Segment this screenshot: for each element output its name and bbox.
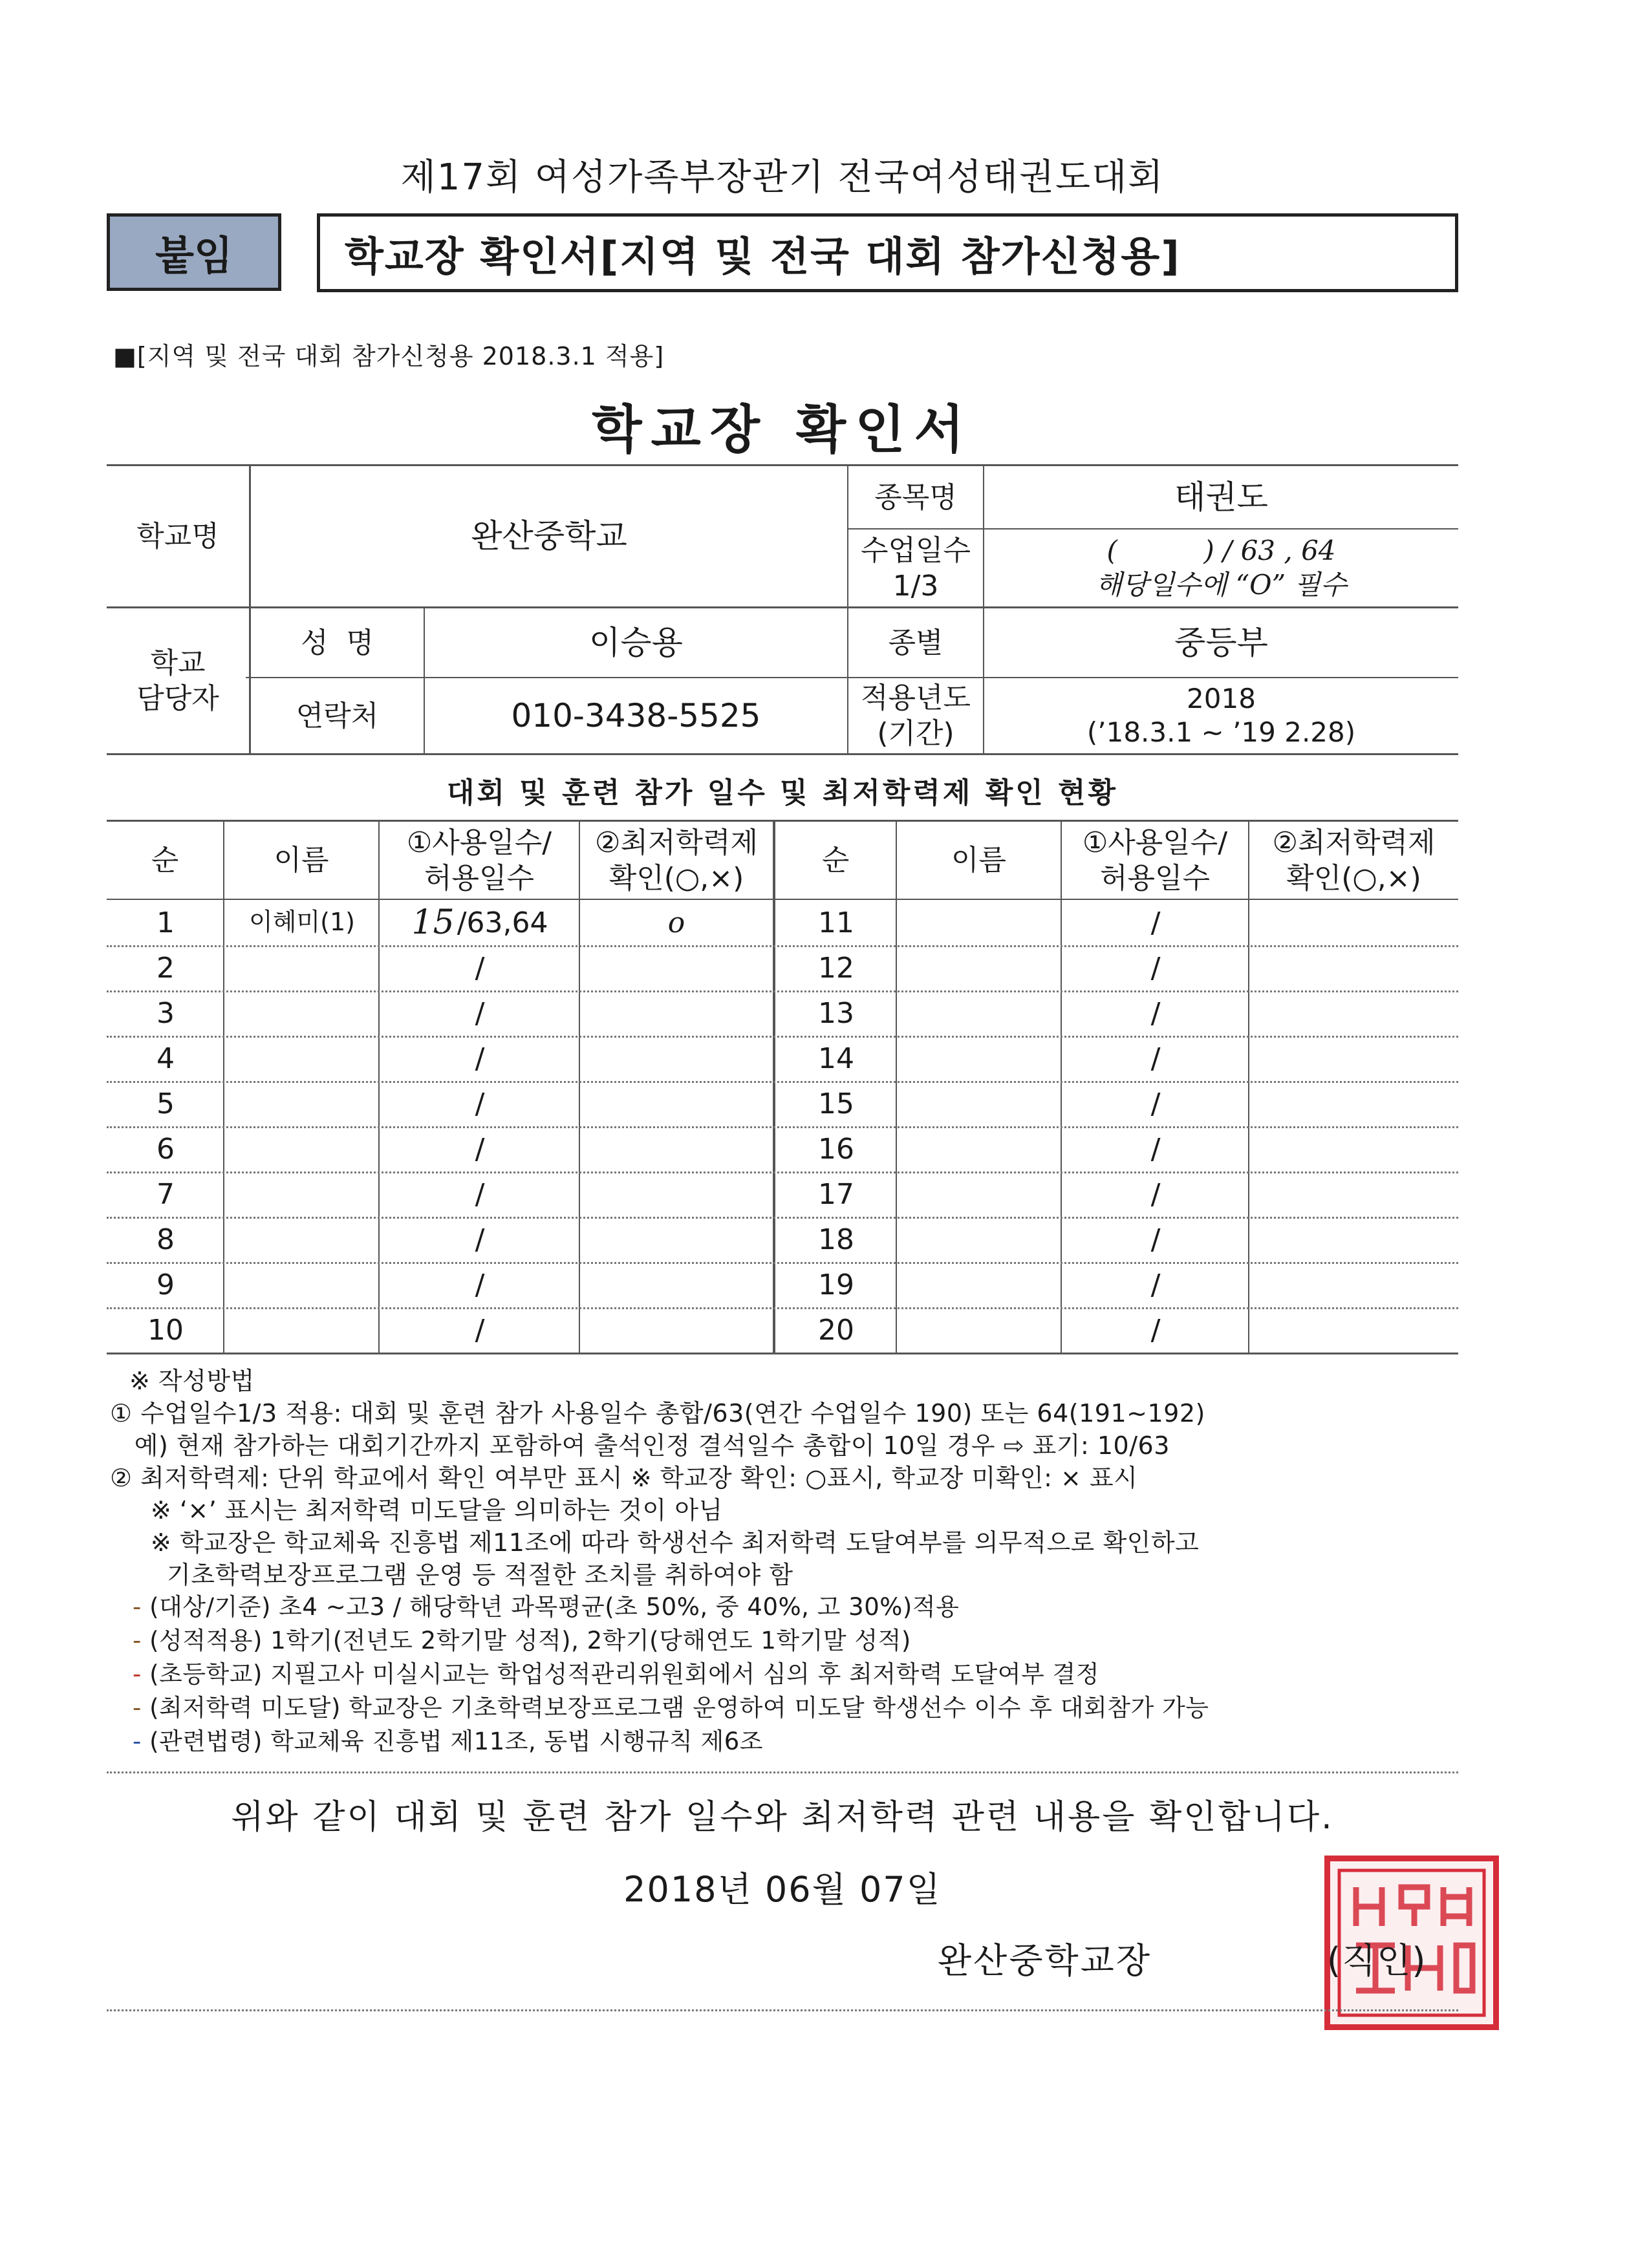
row-number: 11 xyxy=(818,906,854,939)
row-days: / xyxy=(1150,996,1161,1030)
header-days-left xyxy=(380,822,579,899)
row-days: / xyxy=(475,1177,485,1211)
row-check xyxy=(1249,1217,1458,1262)
manager-label-2: 담당자 xyxy=(136,682,219,715)
row-check xyxy=(580,1171,773,1217)
attachment-badge xyxy=(107,213,281,291)
row-check: o xyxy=(667,906,685,939)
row-check xyxy=(580,990,773,1036)
section-title: 대회 및 훈련 참가 일수 및 최저학력제 확인 현황 xyxy=(446,776,1119,809)
row-check xyxy=(1249,1036,1458,1081)
row-days: / xyxy=(1150,1313,1161,1347)
main-title: 학교장 확인서 xyxy=(592,400,973,460)
row-name xyxy=(224,1307,380,1353)
note-line: ※ 학교장은 학교체육 진흥법 제11조에 따라 학생선수 최저학력 도달여부를 의무적으로 확인하고 xyxy=(110,1528,1200,1557)
year-label xyxy=(848,678,983,753)
banner-title: 학교장 확인서[지역 및 전국 대회 참가신청용] xyxy=(345,232,1181,280)
row-check xyxy=(580,1307,773,1353)
row-name xyxy=(897,990,1062,1036)
row-number: 7 xyxy=(156,1177,175,1211)
row-check xyxy=(1249,945,1458,990)
header-check-right xyxy=(1249,822,1458,899)
note-dash-line xyxy=(133,1621,911,1656)
row-number: 3 xyxy=(156,996,175,1030)
row-number: 19 xyxy=(818,1268,854,1301)
row-check xyxy=(580,1081,773,1126)
row-days: / xyxy=(475,951,485,985)
row-days: / xyxy=(475,1313,485,1347)
header-days-2: 허용일수 xyxy=(424,861,534,895)
row-name xyxy=(224,1262,380,1307)
header-check-1: ②최저학력제 xyxy=(595,826,758,859)
row-days-used-handwritten: 15 xyxy=(411,903,455,942)
note-line: ※ ‘×’ 표시는 최저학력 미도달을 의미하는 것이 아님 xyxy=(110,1496,723,1524)
note-line: 예) 현재 참가하는 대회기간까지 포함하여 출석인정 결석일수 총합이 10일 경우 ⇨ 표기: 10/63 xyxy=(110,1431,1170,1460)
row-name xyxy=(897,900,1062,945)
manager-label xyxy=(107,608,249,753)
row-name xyxy=(224,990,380,1036)
row-days: / xyxy=(475,1042,485,1075)
confirmation-statement: 위와 같이 대회 및 훈련 참가 일수와 최저학력 관련 내용을 확인합니다. xyxy=(231,1798,1334,1837)
row-days: / xyxy=(475,1223,485,1256)
note-dash-line xyxy=(133,1654,1099,1689)
header-days-right xyxy=(1062,822,1248,899)
row-days: / xyxy=(475,1268,485,1301)
row-number: 16 xyxy=(818,1132,854,1166)
note-line: ① 수업일수1/3 적용: 대회 및 훈련 참가 사용일수 총합/63(연간 수업일수 190) 또는 64(191~192) xyxy=(110,1399,1205,1428)
header-check-1: ②최저학력제 xyxy=(1272,826,1436,859)
row-check xyxy=(1249,1171,1458,1217)
sport-label: 종목명 xyxy=(874,480,957,514)
header-name-left: 이름 xyxy=(274,844,329,877)
row-days: / xyxy=(1150,1042,1161,1075)
row-days: / xyxy=(1150,1268,1161,1301)
note-dash-text: - (성적적용) 1학기(전년도 2학기말 성적), 2학기(당해연도 1학기말 성적) xyxy=(133,1627,911,1654)
row-name xyxy=(897,1307,1062,1353)
row-number: 1 xyxy=(156,906,175,939)
seal-label: (직인) xyxy=(1327,1940,1427,1981)
confirmation-date: 2018년 06월 07일 xyxy=(623,1869,942,1910)
year-label-1: 적용년도 xyxy=(860,681,971,714)
row-check xyxy=(1249,1307,1458,1353)
notes-heading: ※ 작성방법 xyxy=(129,1367,255,1395)
header-no-right: 순 xyxy=(821,844,850,877)
header-name-right: 이름 xyxy=(951,844,1006,877)
row-number: 10 xyxy=(147,1313,184,1347)
contact-value: 010-3438-5525 xyxy=(511,696,761,734)
row-name xyxy=(224,1126,380,1171)
header-check-2: 확인(○,×) xyxy=(1286,861,1421,895)
row-check xyxy=(580,945,773,990)
class-days-hint: 해당일수에 “O” 필수 xyxy=(1095,568,1347,601)
row-days: / xyxy=(475,1132,485,1166)
note-dash-line xyxy=(133,1688,1209,1723)
row-number: 17 xyxy=(818,1177,854,1211)
class-days-value: ( ) / 63 , 64 xyxy=(1106,535,1336,566)
row-name xyxy=(224,1171,380,1217)
row-name: 이혜미(1) xyxy=(249,908,355,937)
row-number: 4 xyxy=(156,1042,175,1075)
row-name xyxy=(897,945,1062,990)
row-number: 14 xyxy=(818,1042,854,1075)
row-name xyxy=(897,1171,1062,1217)
year-value-cell xyxy=(984,678,1458,753)
row-name xyxy=(897,1262,1062,1307)
row-number: 13 xyxy=(818,996,854,1030)
class-days-value-cell xyxy=(984,530,1458,606)
note-dash-text: - (대상/기준) 초4 ~고3 / 해당학년 과목평균(초 50%, 중 40%, 고 30%)적용 xyxy=(133,1593,960,1621)
header-check-2: 확인(○,×) xyxy=(609,861,744,895)
name-label: 성 명 xyxy=(301,626,374,659)
header-days-2: 허용일수 xyxy=(1099,861,1210,895)
note-line: ② 최저학력제: 단위 학교에서 확인 여부만 표시 ※ 학교장 확인: ○표시, 학교장 미확인: × 표시 xyxy=(110,1464,1138,1492)
row-check xyxy=(1249,990,1458,1036)
row-number: 6 xyxy=(156,1132,175,1166)
row-days: / xyxy=(1150,1132,1161,1166)
class-days-label xyxy=(848,530,983,606)
row-number: 20 xyxy=(818,1313,854,1347)
row-name xyxy=(897,1217,1062,1262)
row-check xyxy=(1249,1262,1458,1307)
row-check xyxy=(1249,900,1458,945)
row-days: / xyxy=(1150,1177,1161,1211)
row-days xyxy=(380,900,580,945)
row-check xyxy=(580,1262,773,1307)
row-name xyxy=(224,1081,380,1126)
row-name xyxy=(897,1126,1062,1171)
attachment-label: 붙임 xyxy=(155,231,233,279)
period-value: (’18.3.1 ~ ’19 2.28) xyxy=(1086,716,1356,748)
year-label-2: (기간) xyxy=(877,717,954,750)
row-days: / xyxy=(1150,951,1161,985)
header-days-1: ①사용일수/ xyxy=(406,826,552,859)
note-dash-line xyxy=(133,1587,959,1622)
class-days-label-1: 수업일수 xyxy=(860,533,971,567)
year-value: 2018 xyxy=(1187,682,1256,714)
note-dash-line xyxy=(133,1722,763,1757)
category-value: 중등부 xyxy=(1174,623,1268,661)
header-no-left: 순 xyxy=(151,844,179,877)
row-days: / xyxy=(1150,1087,1161,1120)
note-line: 기초학력보장프로그램 운영 등 적절한 조치를 취하여야 함 xyxy=(110,1561,793,1589)
school-name-value: 완산중학교 xyxy=(471,517,627,555)
row-name xyxy=(224,1217,380,1262)
row-days: / xyxy=(1150,906,1161,939)
row-number: 15 xyxy=(818,1087,854,1120)
row-number: 18 xyxy=(818,1223,854,1256)
manager-name-value: 이승용 xyxy=(589,623,683,661)
row-check xyxy=(580,1036,773,1081)
header-days-1: ①사용일수/ xyxy=(1082,826,1228,859)
row-number: 2 xyxy=(156,951,175,985)
contact-label: 연락처 xyxy=(296,699,379,733)
row-number: 5 xyxy=(156,1087,175,1120)
row-days: / xyxy=(475,996,485,1030)
school-name-label: 학교명 xyxy=(136,520,219,553)
header-check-left xyxy=(580,822,773,899)
class-days-label-2: 1/3 xyxy=(892,569,939,603)
row-days: / xyxy=(475,1087,485,1120)
row-number: 9 xyxy=(156,1268,175,1301)
category-label: 종별 xyxy=(888,626,943,659)
row-check xyxy=(1249,1081,1458,1126)
sport-value: 태권도 xyxy=(1174,478,1268,516)
row-check xyxy=(580,1126,773,1171)
note-dash-text: - (관련법령) 학교체육 진흥법 제11조, 동법 시행규칙 제6조 xyxy=(133,1728,764,1755)
principal-name: 완산중학교장 xyxy=(938,1940,1152,1981)
banner-title-box xyxy=(317,213,1458,292)
row-days-allowed: /63,64 xyxy=(457,906,548,939)
row-number: 8 xyxy=(156,1223,175,1256)
usage-note: ■[지역 및 전국 대회 참가신청용 2018.3.1 적용] xyxy=(113,342,665,370)
row-name xyxy=(897,1036,1062,1081)
manager-label-1: 학교 xyxy=(150,647,206,679)
row-check xyxy=(580,1217,773,1262)
note-dash-text: - (초등학교) 지필고사 미실시교는 학업성적관리위원회에서 심의 후 최저학력 도달여부 결정 xyxy=(133,1660,1100,1688)
note-dash-text: - (최저학력 미도달) 학교장은 기초학력보장프로그램 운영하여 미도달 학생선수 이수 후 대회참가 가능 xyxy=(133,1694,1209,1722)
row-number: 12 xyxy=(818,951,854,985)
row-check xyxy=(1249,1126,1458,1171)
row-name xyxy=(224,1036,380,1081)
row-days: / xyxy=(1150,1223,1161,1256)
row-name xyxy=(897,1081,1062,1126)
row-name xyxy=(224,945,380,990)
event-title: 제17회 여성가족부장관기 전국여성태권도대회 xyxy=(400,156,1165,198)
